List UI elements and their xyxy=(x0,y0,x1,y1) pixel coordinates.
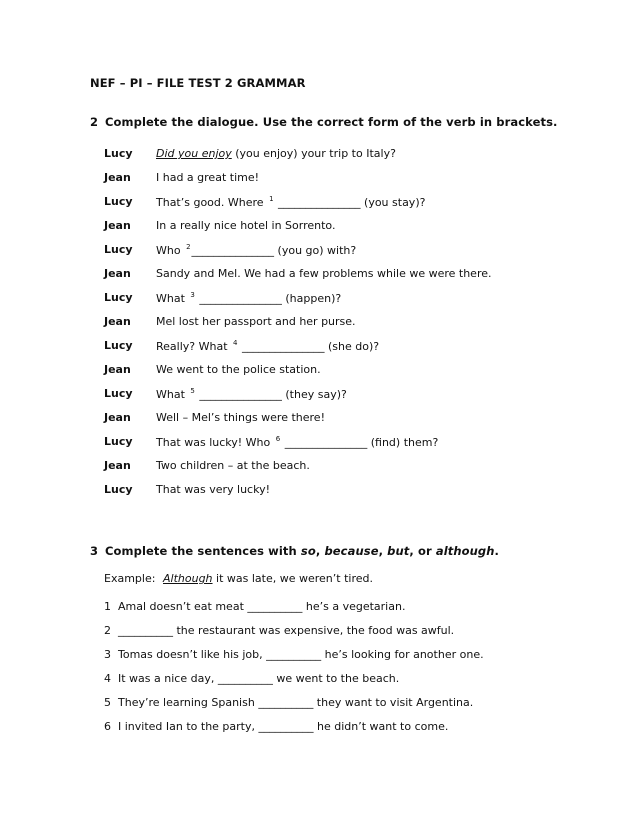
dialogue-text: That was lucky! Who xyxy=(156,436,274,449)
dialogue-text: Two children – at the beach. xyxy=(156,459,310,472)
verb-prompt: (you stay)? xyxy=(360,196,426,209)
sentence-item xyxy=(104,720,448,733)
dialogue-text: That’s good. Where xyxy=(156,196,268,209)
verb-prompt: (happen)? xyxy=(281,292,342,305)
speaker-name: Jean xyxy=(104,267,131,280)
sentence-text: It was a nice day, __________ we went to the beach. xyxy=(118,672,400,685)
example-answer: Did you enjoy xyxy=(156,147,232,160)
sentence-number: 5 xyxy=(104,696,111,709)
dialogue-line xyxy=(156,171,259,184)
speaker-name: Lucy xyxy=(104,147,133,160)
dialogue-line xyxy=(156,411,325,424)
dialogue-line xyxy=(156,339,379,353)
dialogue-line xyxy=(156,435,438,449)
speaker-name: Lucy xyxy=(104,483,133,496)
separator: , or xyxy=(409,544,436,558)
dialogue-text: Really? What xyxy=(156,340,232,353)
example-label: Example: xyxy=(104,572,156,585)
dialogue-text: (you enjoy) your trip to Italy? xyxy=(231,147,396,160)
gap-number: 1 xyxy=(269,195,274,203)
dialogue-line xyxy=(156,363,321,376)
speaker-name: Lucy xyxy=(104,291,133,304)
dialogue-text: Who xyxy=(156,244,185,257)
separator: . xyxy=(494,544,500,558)
verb-prompt: (she do)? xyxy=(324,340,380,353)
sentence-text: I invited Ian to the party, __________ he didn’t want to come. xyxy=(118,720,449,733)
speaker-name: Jean xyxy=(104,219,131,232)
dialogue-text: What xyxy=(156,292,189,305)
gap-number: 5 xyxy=(190,387,195,395)
dialogue-text: Mel lost her passport and her purse. xyxy=(156,315,356,328)
sentence-number: 3 xyxy=(104,648,111,661)
section-2-number: 2 xyxy=(90,115,99,129)
sentence-number: 6 xyxy=(104,720,111,733)
dialogue-line xyxy=(156,483,270,496)
dialogue-text: That was very lucky! xyxy=(156,483,270,496)
page-title: NEF – PI – FILE TEST 2 GRAMMAR xyxy=(90,76,306,90)
dialogue-text: Sandy and Mel. We had a few problems while we were there. xyxy=(156,267,492,280)
dialogue-text: We went to the police station. xyxy=(156,363,321,376)
answer-blank[interactable]: _______________ xyxy=(238,340,325,353)
dialogue-line xyxy=(156,387,347,401)
section-2-heading xyxy=(90,115,558,129)
speaker-name: Jean xyxy=(104,363,131,376)
speaker-name: Lucy xyxy=(104,195,133,208)
dialogue-line xyxy=(156,147,396,160)
speaker-name: Jean xyxy=(104,315,131,328)
section-2-instruction: Complete the dialogue. Use the correct form of the verb in brackets. xyxy=(105,115,558,129)
dialogue-line xyxy=(156,291,341,305)
sentence-item xyxy=(104,648,484,661)
gap-number: 6 xyxy=(275,435,281,443)
word-so: so xyxy=(300,544,316,558)
sentence-number: 1 xyxy=(104,600,111,613)
section-3-heading xyxy=(90,544,499,558)
verb-prompt: (you go) with? xyxy=(274,244,357,257)
speaker-name: Jean xyxy=(104,171,131,184)
verb-prompt: (they say)? xyxy=(281,388,347,401)
answer-blank[interactable]: _______________ xyxy=(274,196,361,209)
dialogue-text: What xyxy=(156,388,189,401)
verb-prompt: (find) them? xyxy=(367,436,439,449)
dialogue-line xyxy=(156,195,425,209)
sentence-item xyxy=(104,600,405,613)
sentence-item xyxy=(104,696,473,709)
example-answer: Although xyxy=(163,572,213,585)
dialogue-text: In a really nice hotel in Sorrento. xyxy=(156,219,336,232)
gap-number: 2 xyxy=(186,243,191,251)
section-3-number: 3 xyxy=(90,544,99,558)
speaker-name: Lucy xyxy=(104,387,133,400)
sentence-item xyxy=(104,624,454,637)
separator: , xyxy=(378,544,388,558)
gap-number: 4 xyxy=(233,339,238,347)
answer-blank[interactable]: _______________ xyxy=(195,388,282,401)
dialogue-line xyxy=(156,243,356,257)
speaker-name: Jean xyxy=(104,459,131,472)
speaker-name: Lucy xyxy=(104,339,133,352)
separator: , xyxy=(315,544,325,558)
word-although: although xyxy=(435,544,495,558)
gap-number: 3 xyxy=(190,291,195,299)
speaker-name: Lucy xyxy=(104,435,133,448)
answer-blank[interactable]: _______________ xyxy=(195,292,282,305)
dialogue-line xyxy=(156,315,356,328)
sentence-text: They’re learning Spanish __________ they want to visit Argentina. xyxy=(118,696,474,709)
sentence-number: 2 xyxy=(104,624,111,637)
dialogue-line xyxy=(156,459,310,472)
dialogue-text: Well – Mel’s things were there! xyxy=(156,411,325,424)
word-because: because xyxy=(324,544,379,558)
answer-blank[interactable]: _______________ xyxy=(191,244,275,257)
dialogue-text: I had a great time! xyxy=(156,171,260,184)
sentence-number: 4 xyxy=(104,672,111,685)
sentence-item xyxy=(104,672,399,685)
speaker-name: Jean xyxy=(104,411,131,424)
speaker-name: Lucy xyxy=(104,243,133,256)
dialogue-line xyxy=(156,267,492,280)
word-but: but xyxy=(387,544,410,558)
example-text: it was late, we weren’t tired. xyxy=(212,572,373,585)
section-3-instruction: Complete the sentences with xyxy=(105,544,301,558)
dialogue-line xyxy=(156,219,335,232)
sentence-text: Amal doesn’t eat meat __________ he’s a vegetarian. xyxy=(118,600,406,613)
example-row xyxy=(104,572,373,585)
sentence-text: Tomas doesn’t like his job, __________ he’s looking for another one. xyxy=(118,648,484,661)
answer-blank[interactable]: _______________ xyxy=(281,436,368,449)
sentence-text: __________ the restaurant was expensive, the food was awful. xyxy=(118,624,455,637)
